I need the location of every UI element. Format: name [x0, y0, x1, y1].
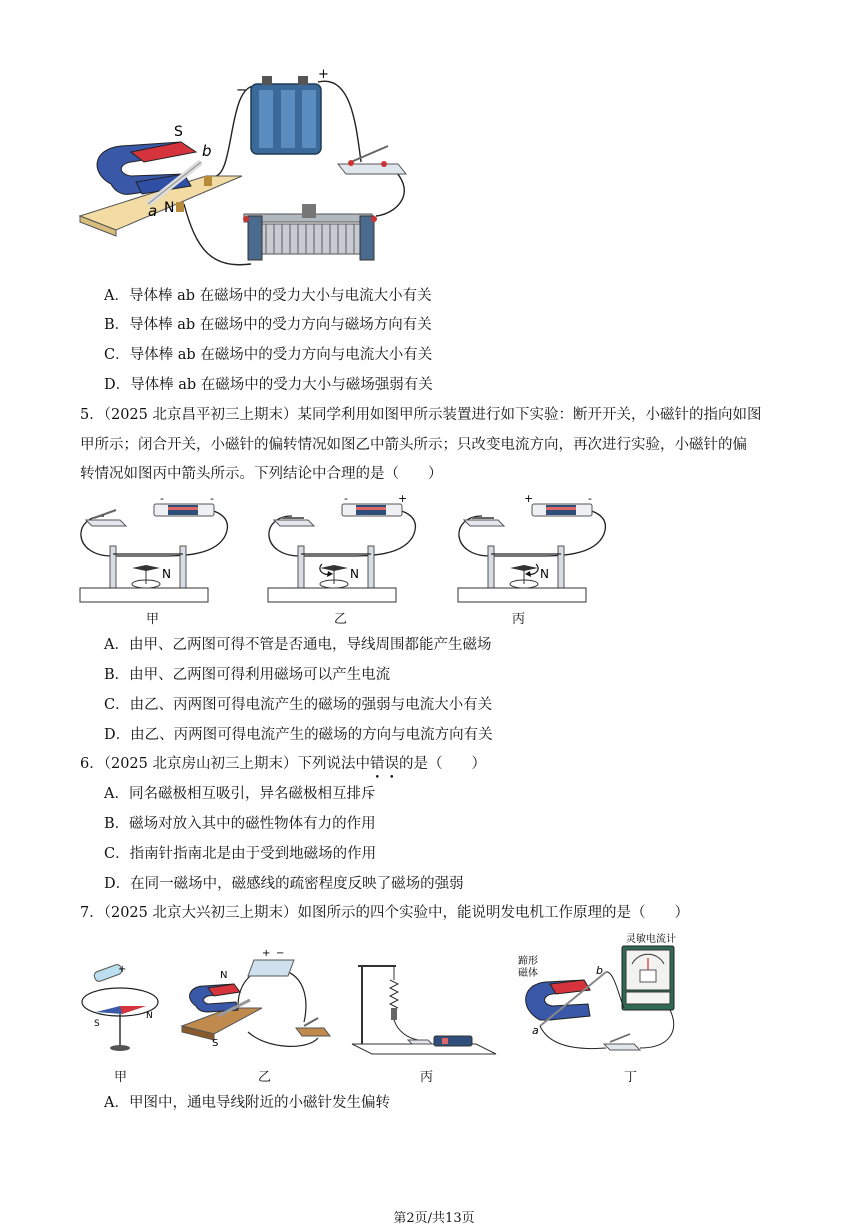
q5-caption-jia: 甲 [146, 612, 160, 627]
rod-a-label: a [148, 202, 158, 220]
q6-option-c: C．指南针指南北是由于受到地磁场的作用 [104, 846, 377, 862]
q7-yi-s-label: S [212, 1038, 219, 1049]
q4-option-c: C．导体棒 ab 在磁场中的受力方向与电流大小有关 [104, 347, 433, 363]
magnet-n-label: N [164, 200, 175, 216]
page-number: 第2页/共13页 [393, 1211, 475, 1226]
galvanometer [622, 946, 674, 1010]
rod-b-label: b [202, 142, 212, 160]
q6-stem [80, 754, 486, 774]
q5-figure-yi [264, 494, 424, 606]
q5-figure-jia [76, 494, 236, 606]
q5-option-a: A．由甲、乙两图可得不管是否通电，导线周围都能产生磁场 [104, 637, 492, 653]
q5-option-c: C．由乙、丙两图可得电流产生的磁场的强弱与电流大小有关 [104, 697, 493, 713]
q6-stem-emphasis-2: 误 [384, 756, 399, 772]
q5-caption-bing: 丙 [512, 612, 526, 627]
q7-stem: 7．（2025 北京大兴初三上期末）如图所示的四个实验中，能说明发电机工作原理的是（ ） [80, 905, 689, 921]
q7-yi-minus-label: − [276, 948, 285, 959]
q5-bing-left-terminal: + [524, 494, 534, 505]
q6-stem-suffix: 的是（ ） [398, 756, 486, 772]
battery [251, 76, 321, 154]
horseshoe-magnet [97, 142, 196, 194]
q5-stem-line-3: 转情况如图丙中箭头所示。下列结论中合理的是（ ） [80, 466, 443, 482]
q7-jia-s-label: S [94, 1019, 100, 1029]
q7-ding-b-label: b [596, 964, 603, 977]
q7-figure-bing [348, 958, 504, 1058]
magnet-s-label: S [174, 124, 183, 140]
q6-option-a: A．同名磁极相互吸引，异名磁极相互排斥 [104, 786, 376, 802]
q7-yi-n-label: N [220, 970, 228, 981]
q4-option-a: A．导体棒 ab 在磁场中的受力大小与电流大小有关 [104, 288, 432, 304]
q5-jia-left-terminal: - [160, 494, 164, 505]
q6-stem-prefix: 6．（2025 北京房山初三上期末）下列说法中 [80, 756, 370, 772]
q7-caption-ding: 丁 [624, 1070, 638, 1085]
q7-figure-yi [178, 946, 338, 1052]
q6-option-d: D．在同一磁场中，磁感线的疏密程度反映了磁场的强弱 [104, 876, 464, 892]
q4-option-d: D．导体棒 ab 在磁场中的受力大小与磁场强弱有关 [104, 377, 433, 393]
q7-caption-bing: 丙 [420, 1070, 434, 1085]
q5-bing-n-label: N [540, 567, 549, 581]
q6-stem-emphasis-1: 错 [369, 756, 385, 772]
q6-option-b: B．磁场对放入其中的磁性物体有力的作用 [104, 816, 376, 832]
q7-ding-a-label: a [532, 1024, 539, 1037]
q4-figure [76, 64, 416, 276]
q7-ding-magnet-label-2: 磁体 [518, 968, 538, 979]
q7-figure-jia [76, 962, 166, 1058]
q5-bing-right-terminal: - [588, 494, 592, 505]
q7-caption-yi: 乙 [258, 1070, 272, 1085]
q5-jia-n-label: N [162, 567, 171, 581]
battery-minus-label: − [236, 83, 247, 98]
q5-stem-line-2: 甲所示；闭合开关，小磁针的偏转情况如图乙中箭头所示；只改变电流方向，再次进行实验，小磁针的偏 [80, 437, 747, 453]
q7-jia-n-label: N [146, 1011, 153, 1021]
rheostat [243, 204, 377, 260]
q5-yi-n-label: N [350, 567, 359, 581]
q7-option-a: A．甲图中，通电导线附近的小磁针发生偏转 [104, 1095, 390, 1111]
q7-yi-plus-label: + [262, 948, 271, 959]
q7-ding-magnet-label-1: 蹄形 [518, 956, 538, 967]
q7-ding-meter-label: 灵敏电流计 [626, 934, 676, 945]
q7-caption-jia: 甲 [114, 1070, 128, 1085]
q5-figure-bing [454, 494, 614, 606]
q7-jia-plus-label: + [118, 964, 127, 975]
battery-plus-label: + [318, 67, 329, 82]
q5-yi-right-terminal: + [398, 494, 408, 505]
q5-caption-yi: 乙 [334, 612, 348, 627]
q5-option-d: D．由乙、丙两图可得电流产生的磁场的方向与电流方向有关 [104, 727, 493, 743]
q5-option-b: B．由甲、乙两图可得利用磁场可以产生电流 [104, 667, 391, 683]
q5-yi-left-terminal: - [344, 494, 348, 505]
q5-jia-right-terminal: - [210, 494, 214, 505]
q7-figure-ding [510, 930, 700, 1058]
q4-option-b: B．导体棒 ab 在磁场中的受力方向与磁场方向有关 [104, 317, 432, 333]
switch [338, 146, 406, 174]
q5-stem-line-1: 5．（2025 北京昌平初三上期末）某同学利用如图甲所示装置进行如下实验：断开开关，小磁针的指向如图 [80, 407, 762, 423]
